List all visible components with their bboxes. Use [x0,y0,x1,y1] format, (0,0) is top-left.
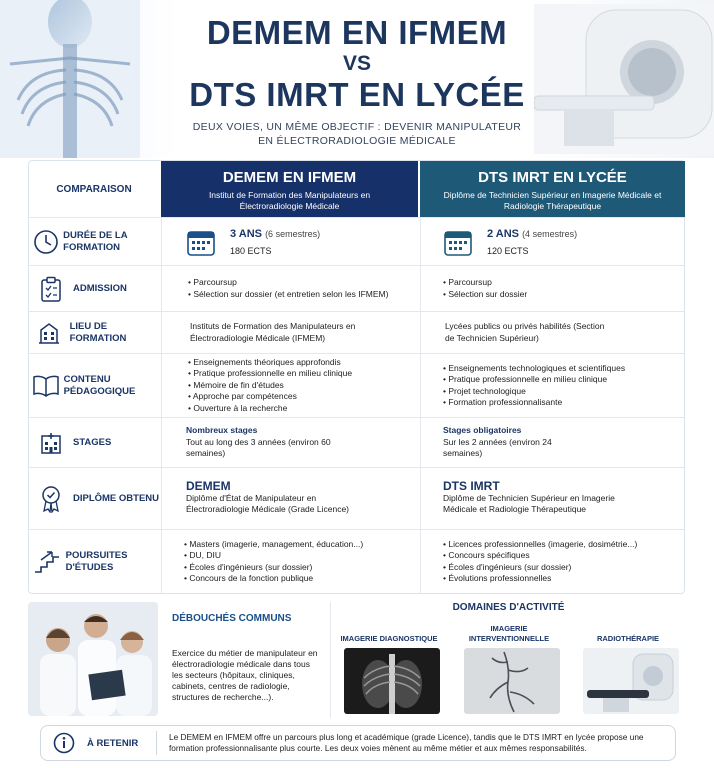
ects-value: 180 ECTS [230,245,272,256]
diploma-name: DEMEM [186,479,231,494]
table-row-stages [29,417,684,467]
debouches-text: Exercice du métier de manipulateur en électroradiologie médicale dans tous les secteurs (hôpitaux, cliniques, cabinets, centres de radiologie, structures de recherche...). [172,648,318,702]
column-title: DEMEM EN IFMEM [222,169,357,186]
column-subtitle: Diplôme de Technicien Supérieur en Imagerie Médicale et Radiologie Thérapeutique [443,190,662,211]
list-item: • Approche par compétences [188,391,352,403]
list-item: • Pratique professionnelle en milieu clinique [443,374,625,386]
radiotherapy-machine-image [583,648,679,714]
ects-value: 120 ECTS [487,245,529,256]
list-item: • Projet technologique [443,386,625,398]
list-item: • Ouverture à la recherche [188,403,352,415]
diploma-name: DTS IMRT [443,479,500,494]
domaines-section [330,602,685,718]
corner-label: COMPARAISON [56,183,132,195]
award-badge-icon [39,485,63,513]
subtitle: DEUX VOIES, UN MÊME OBJECTIF : DEVENIR MANIPULATEUR EN ÉLECTRORADIOLOGIE MÉDICALE [192,121,522,147]
cell-text: Sur les 2 années (environ 24 semaines) [443,436,552,459]
table-row-diplome [29,467,684,529]
duration-semesters: (6 semestres) [265,228,321,239]
row-label: CONTENU PÉDAGOGIQUE [63,373,136,397]
table-row-lieu [29,311,684,353]
row-label: DURÉE DE LA FORMATION [63,229,128,253]
list-item: • Écoles d'ingénieurs (sur dossier) [184,562,363,574]
table-row-admission [29,265,684,311]
column-subtitle: Institut de Formation des Manipulateurs en Électroradiologie Médicale [208,190,371,211]
cell-text: Tout au long des 3 années (environ 60 semaines) [186,436,331,459]
row-label: LIEU DE FORMATION [69,320,127,344]
domaine-label: IMAGERIE INTERVENTIONNELLE [468,624,550,643]
takeaway-label: À RETENIR [87,731,157,755]
table-header [29,161,684,217]
cell-text: Diplôme d'État de Manipulateur en Électroradiologie Médicale (Grade Licence) [186,492,349,515]
row-label: POURSUITES D'ÉTUDES [65,549,128,573]
cell-title: Stages obligatoires [443,425,522,436]
domaine-item [455,622,563,719]
list-item: • Formation professionnalisante [443,397,625,409]
list-item: • Concours spécifiques [443,550,637,562]
list-item: • Évolutions professionnelles [443,573,637,585]
column-title: DTS IMRT EN LYCÉE [478,169,627,186]
stairs-icon [33,550,61,574]
cell-text: Instituts de Formation des Manipulateurs en Électroradiologie Médicale (IFMEM) [190,321,356,343]
duration-semesters: (4 semestres) [522,228,578,239]
debouches-section [28,602,323,716]
info-icon [53,732,75,754]
calendar-icon [186,227,216,257]
row-label: ADMISSION [73,282,127,294]
list-item: • Concours de la fonction publique [184,573,363,585]
clock-icon [33,229,59,255]
table-row-contenu [29,353,684,417]
list-item: • Mémoire de fin d'études [188,380,352,392]
domaine-item [335,622,443,719]
list-item: • Enseignements technologiques et scientifiques [443,363,625,375]
angiography-image [464,648,560,714]
domaine-label: IMAGERIE DIAGNOSTIQUE [340,634,438,643]
domaine-label: RADIOTHÉRAPIE [596,634,660,643]
key-takeaway-box [40,725,676,761]
row-label: DIPLÔME OBTENU [72,492,160,504]
cell-text: Lycées publics ou privés habilités (Section de Technicien Supérieur) [445,321,605,343]
versus-label: VS [342,52,371,75]
main-title-line-2: DTS IMRT EN LYCÉE [189,76,525,113]
domaine-item [574,622,682,719]
list-item: • Masters (imagerie, management, éducation...) [184,539,363,551]
cell-title: Nombreux stages [186,425,258,436]
column-header-dts [420,161,685,217]
building-icon [37,321,61,345]
table-row-poursuites [29,529,684,593]
list-item: • DU, DIU [184,550,363,562]
header-banner [0,0,714,158]
list-item: • Parcoursup [443,277,527,289]
list-item: • Parcoursup [188,277,388,289]
list-item: • Enseignements théoriques approfondis [188,357,352,369]
duration-years: 3 ANS [230,227,262,240]
list-item: • Sélection sur dossier [443,289,527,301]
list-item: • Licences professionnelles (imagerie, dosimétrie...) [443,539,637,551]
list-item: • Écoles d'ingénieurs (sur dossier) [443,562,637,574]
cell-text: Diplôme de Technicien Supérieur en Imagerie Médicale et Radiologie Thérapeutique [443,492,615,515]
column-header-demem [161,161,418,217]
calendar-icon [443,227,473,257]
takeaway-text: Le DEMEM en IFMEM offre un parcours plus long et académique (grade Licence), tandis que le DTS IMRT en lycée propose une formation professionnalisante plus courte. Les deux voies mènent au même métier et aux mêmes responsabilités. [169,732,644,753]
duration-years: 2 ANS [487,227,519,240]
chest-xray-image [344,648,440,714]
medical-team-photo [28,602,158,716]
domaines-title: DOMAINES D'ACTIVITÉ [452,602,565,613]
row-label: STAGES [73,436,112,448]
hospital-icon [39,431,63,455]
book-icon [32,375,60,397]
main-title-line-1: DEMEM EN IFMEM [206,14,508,51]
debouches-title: DÉBOUCHÉS COMMUNS [172,613,292,624]
list-item: • Sélection sur dossier (et entretien selon les IFMEM) [188,289,388,301]
comparison-table [28,160,685,594]
list-item: • Pratique professionnelle en milieu clinique [188,368,352,380]
clipboard-icon [39,276,63,302]
table-row-duree [29,217,684,265]
